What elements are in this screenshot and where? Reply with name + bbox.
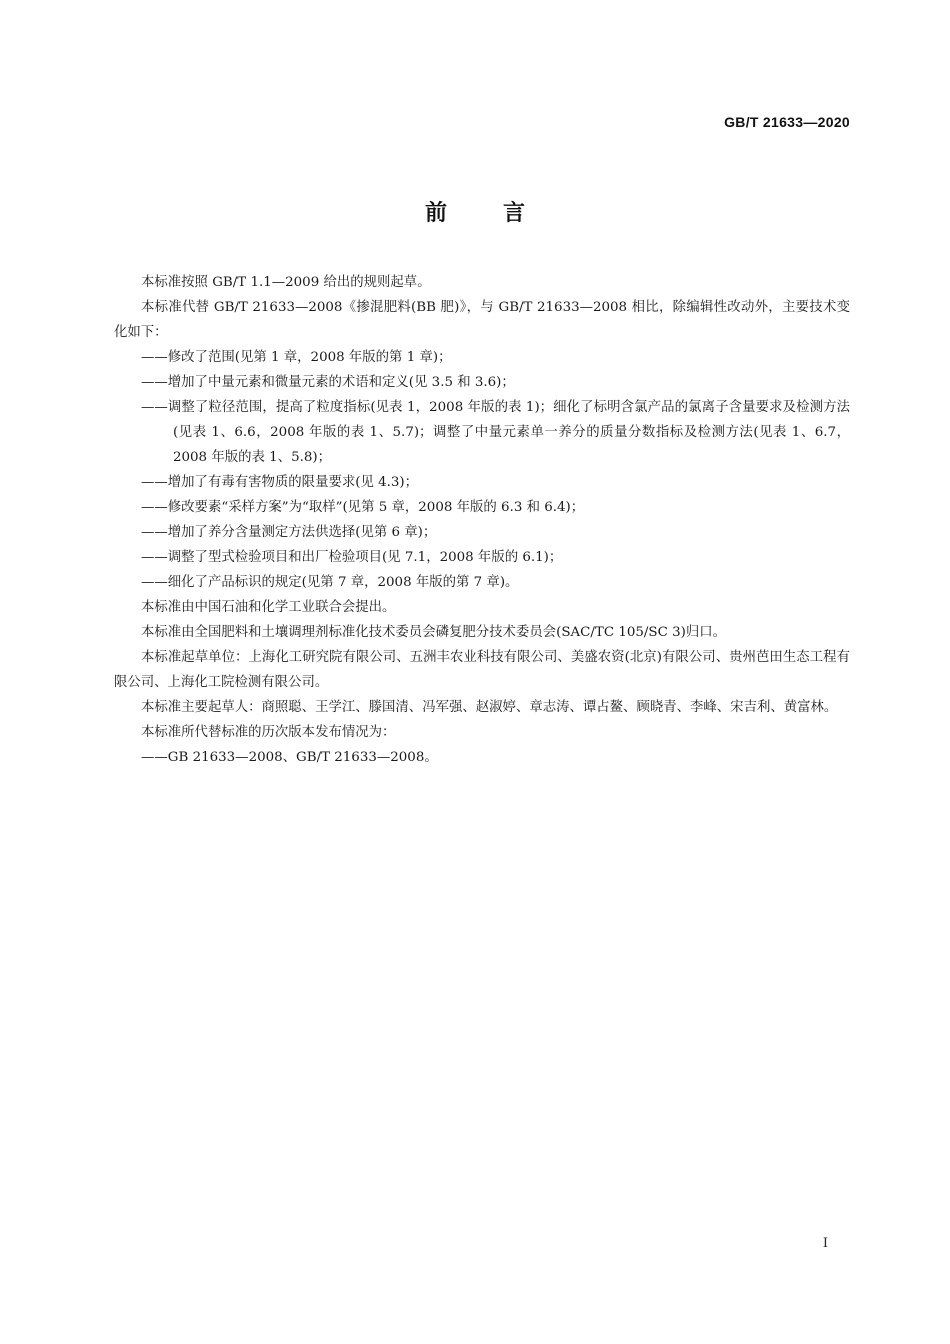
change-item: ——增加了养分含量测定方法供选择(见第 6 章)； <box>141 525 437 540</box>
foreword-body <box>114 270 850 770</box>
change-item: ——增加了中量元素和微量元素的术语和定义(见 3.5 和 3.6)； <box>141 375 515 390</box>
page-number: I <box>822 1236 828 1251</box>
paragraph-drafters: 本标准主要起草人：商照聪、王学江、滕国清、冯军强、赵淑婷、章志涛、谭占鳌、顾晓青、李峰、宋吉利、黄富林。 <box>141 700 838 715</box>
paragraph-history: 本标准所代替标准的历次版本发布情况为： <box>141 725 396 740</box>
change-item: ——修改了范围(见第 1 章，2008 年版的第 1 章)； <box>141 350 452 365</box>
change-item: ——增加了有毒有害物质的限量要求(见 4.3)； <box>141 475 419 490</box>
paragraph-drafting-rules: 本标准按照 GB/T 1.1—2009 给出的规则起草。 <box>141 275 431 290</box>
change-item: ——调整了粒径范围，提高了粒度指标(见表 1，2008 年版的表 1)；细化了标明含氯产品的氯离子含量要求及检测方法(见表 1、6.6，2008 年版的表 1、5.7)；调整了中量元素单一养分的质量分数指标及检测方法(见表 1、6.7，2008 年版的表 1、5.8)； <box>141 400 850 465</box>
standard-code: GB/T 21633—2020 <box>724 114 850 130</box>
history-item: ——GB 21633—2008、GB/T 21633—2008。 <box>141 750 438 765</box>
change-item: ——修改要素“采样方案”为“取样”(见第 5 章，2008 年版的 6.3 和 6.4)； <box>141 500 585 515</box>
paragraph-drafting-units: 本标准起草单位：上海化工研究院有限公司、五洲丰农业科技有限公司、美盛农资(北京)有限公司、贵州芭田生态工程有限公司、上海化工院检测有限公司。 <box>114 650 850 690</box>
change-item: ——细化了产品标识的规定(见第 7 章，2008 年版的第 7 章)。 <box>141 575 519 590</box>
paragraph-committee: 本标准由全国肥料和土壤调理剂标准化技术委员会磷复肥分技术委员会(SAC/TC 105/SC 3)归口。 <box>141 625 727 640</box>
page-title: 前言 <box>424 201 581 226</box>
change-item: ——调整了型式检验项目和出厂检验项目(见 7.1，2008 年版的 6.1)； <box>141 550 563 565</box>
paragraph-proposer: 本标准由中国石油和化学工业联合会提出。 <box>141 600 396 615</box>
paragraph-replacement: 本标准代替 GB/T 21633—2008《掺混肥料(BB 肥)》，与 GB/T 21633—2008 相比，除编辑性改动外，主要技术变化如下： <box>114 300 850 340</box>
